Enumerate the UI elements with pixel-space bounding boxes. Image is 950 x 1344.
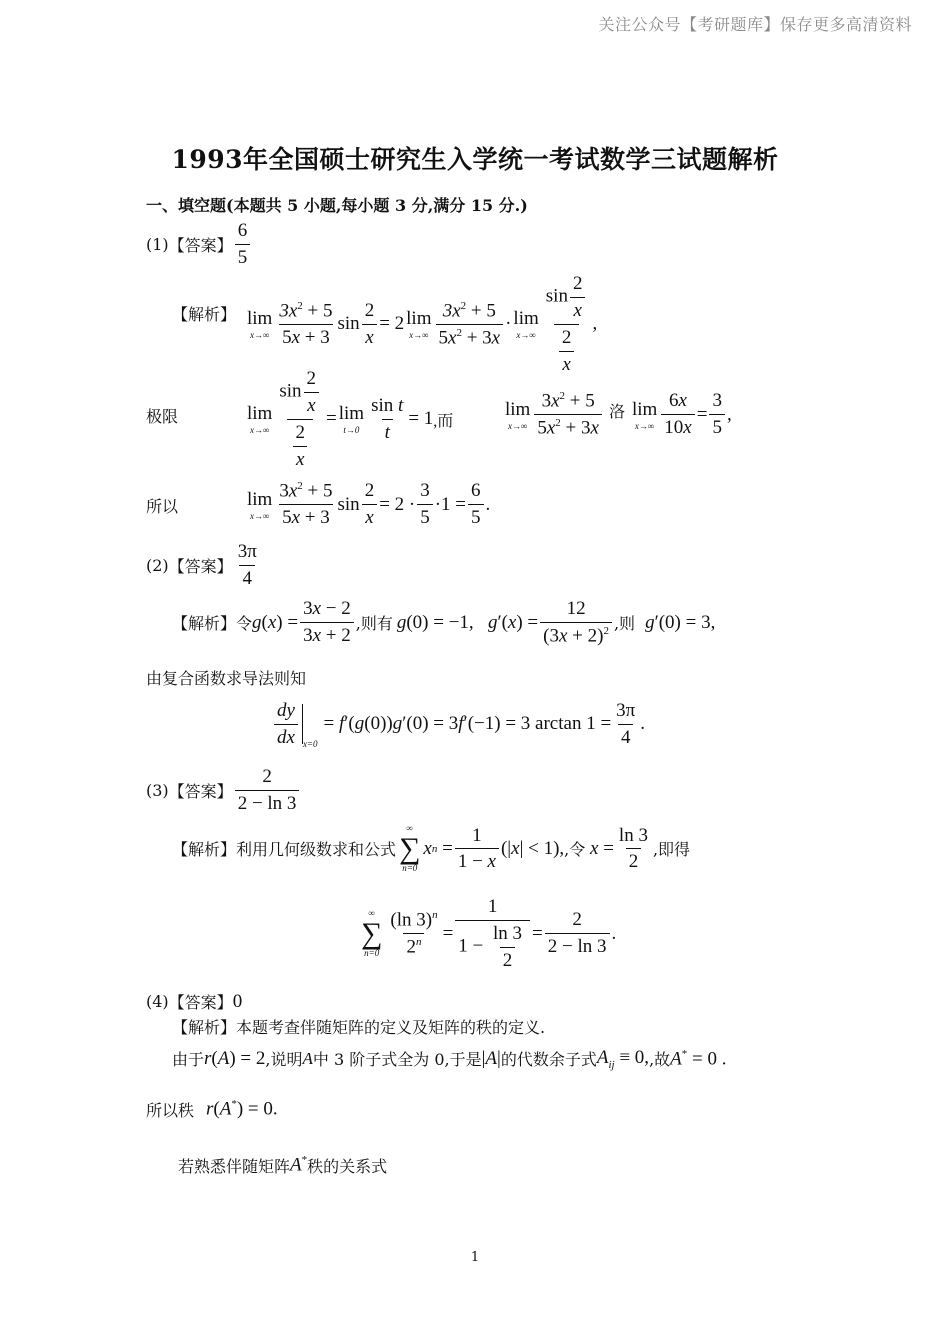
q4-guanxi: 秩的关系式 [307, 1157, 388, 1176]
page-number: 1 [470, 1250, 480, 1265]
q2-analysis-line: 【解析】 令 g ( x ) = $\frac{3x - 2}{3x + 2}$ ,则有 g(0) = −1, g′(x) = $\frac{12}{(3x + 2)^2}$ ,则 g′(0) = 3, [172, 598, 716, 647]
q4-answer-line [146, 990, 242, 1013]
analysis-label: 【解析】 [172, 1018, 237, 1037]
q2-answer [235, 541, 260, 590]
q1-equation-4: lim x→∞ $\frac{3x^2 + 5}{5x + 3}$ sin $\frac{2}{x}$ = 2 · $\frac{3}{5}$ ·1 = $\frac{6}{5}$ . [247, 480, 491, 529]
q3-jide: ,即得 [652, 840, 691, 860]
q1-jixian: 极限 [146, 407, 179, 426]
q3-ling: ,令 [564, 840, 586, 860]
q2-answer-numerator: 3π [237, 541, 257, 562]
q4-gu: ,故 [649, 1050, 671, 1070]
q3-answer-numerator: 2 [262, 766, 272, 787]
answer-label: 【答案】 [168, 556, 233, 576]
q4-shuoming: ,说明 [265, 1050, 303, 1070]
q4-answer: 0 [232, 990, 243, 1012]
q4-ruoshu: 若熟悉伴随矩阵 [178, 1157, 291, 1176]
q2-equation: $\frac{dy}{dx}$ x=0 = f ′( g (0)) g ′(0) = 3 f ′(−1) = 3 arctan 1 = $\frac{3\pi}{4}$ . [272, 700, 645, 749]
q4-analysis-text: 本题考查伴随矩阵的定义及矩阵的秩的定义. [236, 1018, 546, 1037]
q3-answer-line [146, 766, 301, 815]
q3-number: (3) [146, 780, 169, 800]
analysis-label: 【解析】 [172, 840, 237, 860]
q3-answer [235, 766, 300, 815]
q3-answer-denominator: 2 − ln 3 [235, 790, 300, 815]
q3-equation: ∞ ∑ n=0 $\frac{(\ln 3)^n}{2^n}$ = 1 1 − $\frac{\ln 3}{2}$ = $\frac{2}{2 - \ln 3}$ . [361, 896, 617, 971]
q1-number: (1) [146, 234, 169, 254]
q4-reason-line: 由于 r(A) = 2 ,说明 A 中 3 阶子式全为 0,于是 |A| 的代数余子式 $A_{ij} \equiv 0$, ,故 A* = 0 . [172, 1047, 727, 1071]
q1-answer-denominator: 5 [235, 244, 251, 269]
q2-ling: 令 [236, 614, 253, 633]
q1-er: ,而 [433, 412, 454, 430]
answer-label: 【答案】 [168, 993, 233, 1012]
q2-zeyou: ,则有 [355, 614, 393, 633]
q4-daishu: 的代数余子式 [500, 1050, 597, 1070]
q3-analysis-line: 【解析】 利用几何级数求和公式 ∞ ∑ n=0 x n = $\frac{1}{1 - x}$ (| x | < 1), ,令 x = $\frac{\ln 3}{2}$ ,即得 [172, 823, 691, 873]
answer-label: 【答案】 [168, 781, 233, 801]
q2-ze: ,则 [613, 614, 636, 633]
header-note: 关注公众号【考研题库】保存更多高清资料 [598, 15, 912, 34]
q1-answer [235, 220, 251, 269]
q1-answer-numerator: 6 [237, 220, 248, 241]
analysis-label: 【解析】 [172, 614, 237, 633]
q1-luo: 洛 [608, 403, 625, 421]
q4-suoyizhi: 所以秩 [146, 1101, 195, 1120]
q4-relation-line: 若熟悉伴随矩阵 A* 秩的关系式 [178, 1154, 388, 1176]
q4-number: (4) [146, 992, 169, 1011]
q1-equation-1: lim x→∞ $\frac{3x^2 + 5}{5x + 3}$ sin $\frac{2}{x}$ = 2 lim x→∞ $\frac{3x^2 + 5}{5x^2 + 3x}$ · lim x→∞ sin $\frac{2}{x}$ $\frac{2}{x}$ , [247, 273, 598, 375]
page-title: 1993年全国硕士研究生入学统一考试数学三试题解析 [171, 145, 779, 174]
answer-label: 【答案】 [168, 235, 233, 255]
q4-rank-line: 所以秩 r(A*) = 0. [146, 1098, 278, 1120]
q2-answer-denominator: 4 [239, 565, 255, 590]
q3-intro: 利用几何级数求和公式 [236, 840, 397, 860]
q2-answer-line [146, 541, 262, 590]
section-heading: 一、填空题(本题共 5 小题,每小题 3 分,满分 15 分.) [146, 196, 528, 215]
q1-equation-2: lim x→∞ sin $\frac{2}{x}$ $\frac{2}{x}$ = lim t→0 $\frac{\text{sin t}}{t}$ = 1 ,而 [247, 368, 454, 470]
q1-equation-3: lim x→∞ $\frac{3x^2 + 5}{5x^2 + 3x}$ 洛 lim x→∞ $\frac{6x}{10x}$ = $\frac{3}{5}$ , [505, 390, 732, 439]
analysis-label: 【解析】 [172, 305, 237, 324]
q2-chain-rule: 由复合函数求导法则知 [146, 669, 307, 688]
q2-number: (2) [146, 555, 169, 575]
q4-zhong: 中 3 阶子式全为 0,于是 [312, 1050, 482, 1070]
q4-analysis-line [172, 1015, 545, 1038]
q1-answer-line [146, 220, 252, 269]
q1-suoyi: 所以 [146, 497, 179, 516]
q4-youyu: 由于 [172, 1050, 205, 1070]
